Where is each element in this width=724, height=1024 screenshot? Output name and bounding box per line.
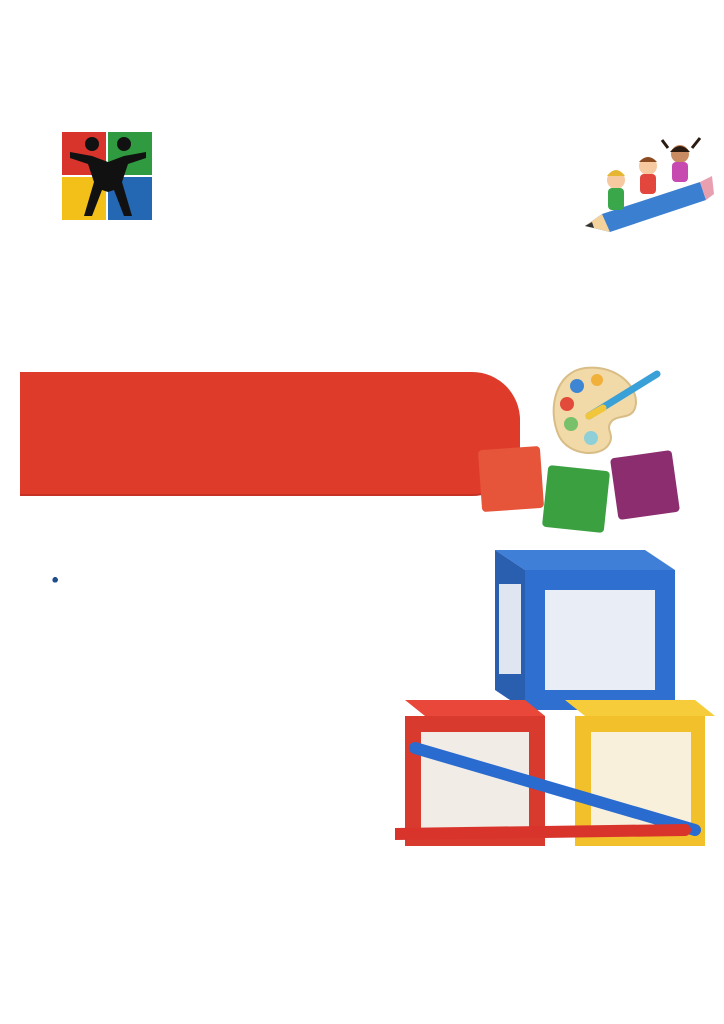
cube-c: [610, 450, 680, 520]
date-banner: [20, 372, 520, 494]
cube-b: [542, 465, 610, 533]
logo-figures-icon: [62, 132, 152, 220]
colored-pencils-top-image: [22, 30, 712, 105]
kids-on-pencil-illustration: [580, 130, 715, 240]
alphabet-blocks-illustration: [395, 540, 715, 1000]
cube-a: [478, 446, 544, 512]
colored-pencils-bottom-image: [0, 830, 400, 1015]
paint-palette-icon: [545, 360, 665, 460]
school-logo: [50, 104, 168, 224]
